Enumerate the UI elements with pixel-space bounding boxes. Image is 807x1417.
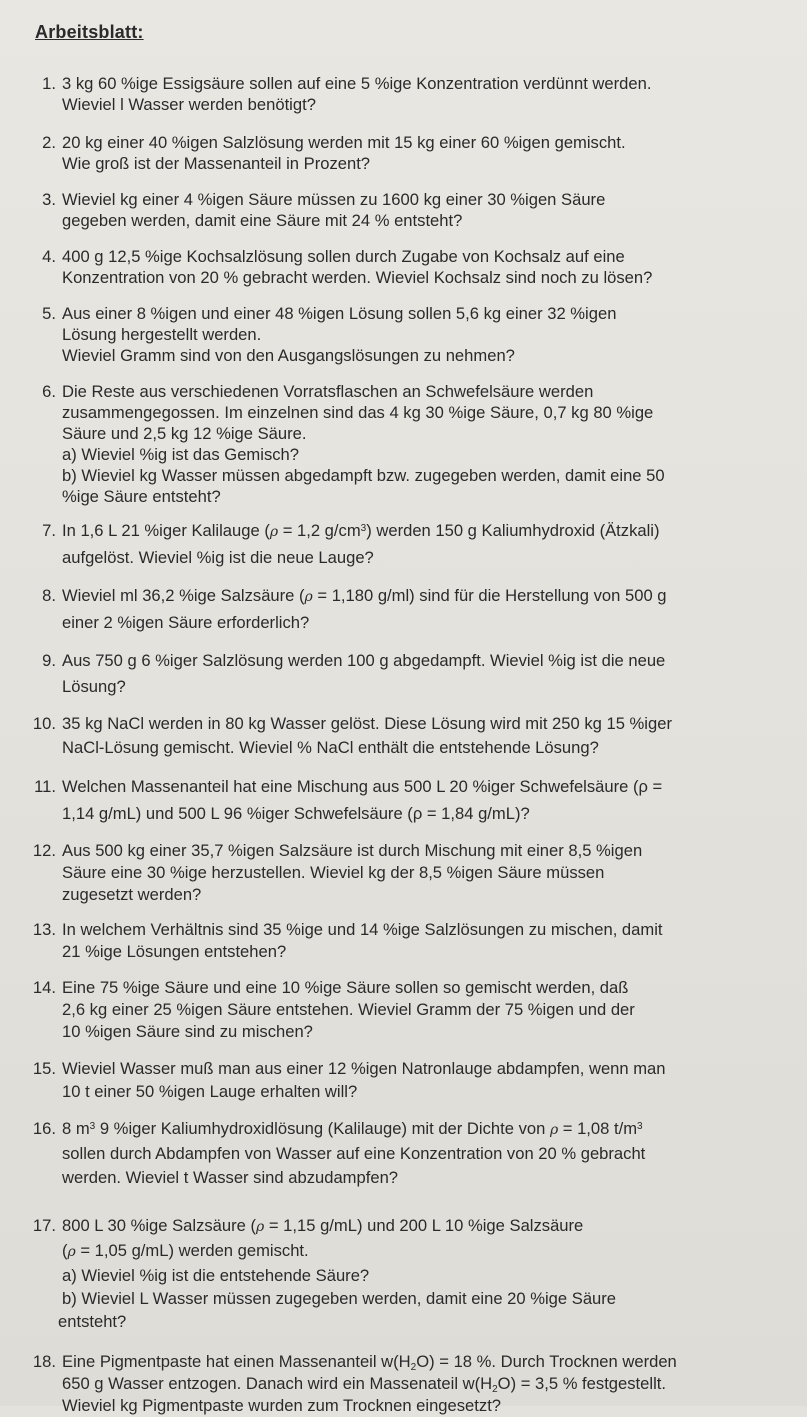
task-list bbox=[20, 73, 777, 1417]
task-5: 5. Aus einer 8 %igen und einer 48 %igen Lösung sollen 5,6 kg einer 32 %igen Lösung hergestellt werden. Wieviel Gramm sind von den Ausgangslösungen zu nehmen? bbox=[42, 304, 617, 365]
task-16: 16. 8 $m^3$ 9 %iger Kaliumhydroxidlösung (Kalilauge) mit der Dichte von ρ = 1,08 $t/m^3$ sollen durch Abdampfen von Wasser auf eine Konzentration von 20 % gebracht werden. Wieviel t Wasser sind abzudampfen? bbox=[32, 1119, 646, 1187]
task-1: 1. 3 kg 60 %ige Essigsäure sollen auf eine 5 %ige Konzentration verdünnt werden. Wieviel l Wasser werden benötigt? bbox=[42, 74, 652, 114]
worksheet-title: Arbeitsblatt: bbox=[35, 22, 144, 42]
task-12: 12. Aus 500 kg einer 35,7 %igen Salzsäure ist durch Mischung mit einer 8,5 %igen Säure eine 30 %ige herzustellen. Wieviel kg der 8,5 %igen Säure müssen zugesetzt werden? bbox=[32, 841, 643, 904]
task-11: 11. Welchen Massenanteil hat eine Mischung aus 500 L 20 %iger Schwefelsäure (ρ = 1,14 g/mL) und 500 L 96 %iger Schwefelsäure (ρ = 1,84 g/mL)? bbox=[34, 777, 663, 823]
rho-symbol: ρ bbox=[549, 1122, 559, 1138]
task-7: 7. In 1,6 L 21 %iger Kalilauge (ρ = 1,2 $g/cm^3$) werden 150 g Kaliumhydroxid (Ätzkali) aufgelöst. Wieviel %ig ist die neue Lauge? bbox=[42, 521, 660, 567]
task-18: 18. Eine Pigmentpaste hat einen Massenanteil $w(H_2O) = 18$ %. Durch Trocknen werden 650 g Wasser entzogen. Danach wird ein Massenateil $w(H_2O) = 3,5$ % festgestellt. Wieviel kg Pigmentpaste wurden zum Trocknen eingesetzt? bbox=[32, 1352, 677, 1415]
task-15: 15. Wieviel Wasser muß man aus einer 12 %igen Natronlauge abdampfen, wenn man 10 t einer 50 %igen Lauge erhalten will? bbox=[32, 1059, 666, 1101]
rho-symbol: ρ bbox=[67, 1244, 76, 1260]
task-2: 2. 20 kg einer 40 %igen Salzlösung werden mit 15 kg einer 60 %igen gemischt. Wie groß ist der Massenanteil in Prozent? bbox=[42, 133, 626, 173]
task-3: 3. Wieviel kg einer 4 %igen Säure müssen zu 1600 kg einer 30 %igen Säure gegeben werden, damit eine Säure mit 24 % entsteht? bbox=[42, 190, 606, 230]
task-14: 14. Eine 75 %ige Säure und eine 10 %ige Säure sollen so gemischt werden, daß 2,6 kg einer 25 %igen Säure entstehen. Wieviel Gramm der 75 %igen und der 10 %igen Säure sind zu mischen? bbox=[32, 978, 635, 1041]
task-4: 4. 400 g 12,5 %ige Kochsalzlösung sollen durch Zugabe von Kochsalz auf eine Konzentration von 20 % gebracht werden. Wieviel Kochsalz sind noch zu lösen? bbox=[42, 247, 653, 287]
task-6: 6. Die Reste aus verschiedenen Vorratsflaschen an Schwefelsäure werden zusammengegossen. Im einzelnen sind das 4 kg 30 %ige Säure, 0,7 kg 80 %ige Säure und 2,5 kg 12 %ige Säure. a) Wieviel %ig ist das Gemisch? b) Wieviel kg Wasser müssen abgedampft bzw. zugegeben werden, damit eine 50 %ige Säure entsteht? bbox=[42, 382, 665, 506]
rho-symbol: ρ bbox=[304, 589, 313, 605]
task-10: 10. 35 kg NaCl werden in 80 kg Wasser gelöst. Diese Lösung wird mit 250 kg 15 %iger NaCl-Lösung gemischt. Wieviel % NaCl enthält die entstehende Lösung? bbox=[32, 714, 672, 757]
task-13: 13. In welchem Verhältnis sind 35 %ige und 14 %ige Salzlösungen zu mischen, damit 21 %ige Lösungen entstehen? bbox=[32, 920, 663, 961]
task-8: 8. Wieviel ml 36,2 %ige Salzsäure (ρ = 1,180 g/ml) sind für die Herstellung von 500 g einer 2 %igen Säure erforderlich? bbox=[42, 586, 667, 632]
task-17: 17. 800 L 30 %ige Salzsäure (ρ = 1,15 g/mL) und 200 L 10 %ige Salzsäure (ρ = 1,05 g/mL) werden gemischt. a) Wieviel %ig ist die entstehende Säure? b) Wieviel L Wasser müssen zugegeben werden, damit eine 20 %ige Säure entsteht? bbox=[32, 1216, 617, 1331]
task-9: 9. Aus 750 g 6 %iger Salzlösung werden 100 g abgedampft. Wieviel %ig ist die neue Lösung? bbox=[42, 651, 666, 696]
rho-symbol: ρ bbox=[269, 524, 279, 540]
rho-symbol: ρ bbox=[256, 1219, 265, 1235]
